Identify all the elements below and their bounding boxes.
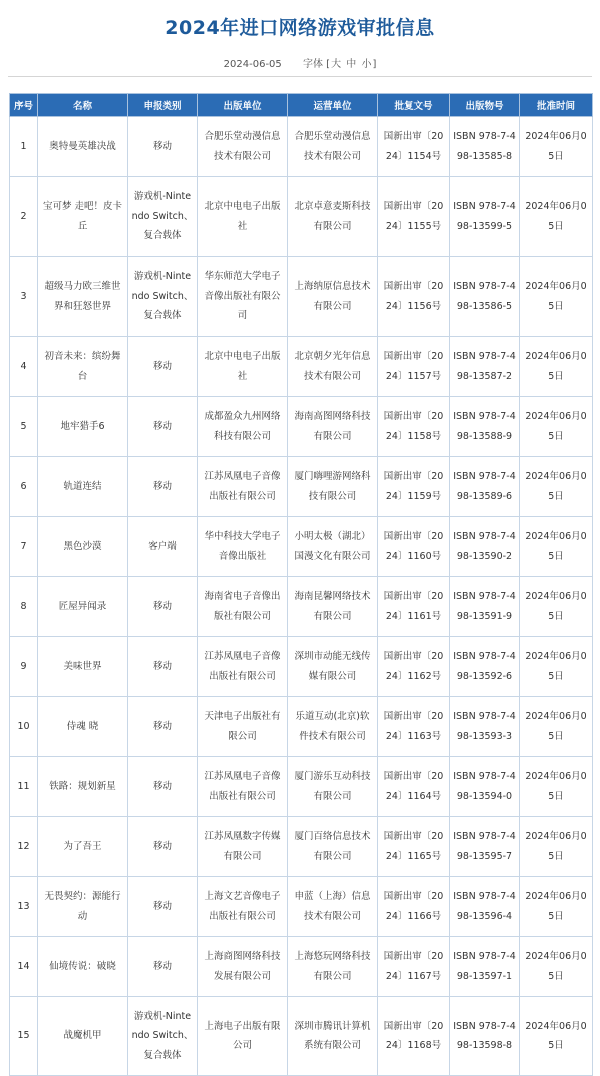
cell-no: 4 [10, 337, 38, 397]
cell-name: 奥特曼英雄决战 [38, 117, 128, 177]
cell-name: 轨道连结 [38, 457, 128, 517]
cell-isbn: ISBN 978-7-498-13590-2 [450, 517, 520, 577]
cell-approval-date: 2024年06月05日 [520, 257, 593, 337]
cell-category: 移动 [128, 397, 198, 457]
cell-operator: 小明太极（湖北）国漫文化有限公司 [288, 517, 378, 577]
table-row [10, 397, 593, 457]
table-row [10, 877, 593, 937]
cell-isbn: ISBN 978-7-498-13587-2 [450, 337, 520, 397]
cell-operator: 深圳市腾讯计算机系统有限公司 [288, 997, 378, 1076]
header-isbn: 出版物号 [450, 94, 520, 117]
table-row [10, 817, 593, 877]
cell-approval-date: 2024年06月05日 [520, 177, 593, 257]
cell-publisher: 华中科技大学电子音像出版社 [198, 517, 288, 577]
cell-no: 10 [10, 697, 38, 757]
cell-approval-date: 2024年06月05日 [520, 697, 593, 757]
publish-date: 2024-06-05 [223, 59, 282, 70]
font-size-open-bracket: [ [326, 59, 331, 70]
table-body [10, 117, 593, 1076]
cell-isbn: ISBN 978-7-498-13596-4 [450, 877, 520, 937]
cell-approval-date: 2024年06月05日 [520, 937, 593, 997]
cell-category: 移动 [128, 457, 198, 517]
cell-category: 客户端 [128, 517, 198, 577]
cell-no: 15 [10, 997, 38, 1076]
cell-no: 13 [10, 877, 38, 937]
cell-operator: 深圳市动能无线传媒有限公司 [288, 637, 378, 697]
cell-name: 战魔机甲 [38, 997, 128, 1076]
cell-approval-date: 2024年06月05日 [520, 337, 593, 397]
cell-approval-no: 国新出审〔2024〕1164号 [378, 757, 450, 817]
cell-operator: 厦门嗨哩游网络科技有限公司 [288, 457, 378, 517]
cell-category: 移动 [128, 697, 198, 757]
header-category: 申报类别 [128, 94, 198, 117]
cell-publisher: 华东师范大学电子音像出版社有限公司 [198, 257, 288, 337]
table-row [10, 637, 593, 697]
cell-isbn: ISBN 978-7-498-13598-8 [450, 997, 520, 1076]
cell-approval-date: 2024年06月05日 [520, 517, 593, 577]
cell-publisher: 天津电子出版社有限公司 [198, 697, 288, 757]
cell-approval-no: 国新出审〔2024〕1161号 [378, 577, 450, 637]
cell-isbn: ISBN 978-7-498-13594-0 [450, 757, 520, 817]
cell-category: 移动 [128, 817, 198, 877]
cell-category: 移动 [128, 637, 198, 697]
cell-no: 3 [10, 257, 38, 337]
cell-no: 12 [10, 817, 38, 877]
cell-approval-no: 国新出审〔2024〕1156号 [378, 257, 450, 337]
table-row [10, 997, 593, 1076]
cell-publisher: 海南省电子音像出版社有限公司 [198, 577, 288, 637]
cell-no: 14 [10, 937, 38, 997]
cell-isbn: ISBN 978-7-498-13597-1 [450, 937, 520, 997]
cell-operator: 上海纳原信息技术有限公司 [288, 257, 378, 337]
cell-name: 地牢猎手6 [38, 397, 128, 457]
table-row [10, 757, 593, 817]
cell-name: 黑色沙漠 [38, 517, 128, 577]
cell-isbn: ISBN 978-7-498-13591-9 [450, 577, 520, 637]
cell-approval-no: 国新出审〔2024〕1165号 [378, 817, 450, 877]
cell-category: 游戏机-Nintendo Switch、复合载体 [128, 997, 198, 1076]
cell-no: 6 [10, 457, 38, 517]
cell-approval-no: 国新出审〔2024〕1160号 [378, 517, 450, 577]
font-size-medium-link[interactable]: 中 [346, 59, 357, 70]
cell-isbn: ISBN 978-7-498-13595-7 [450, 817, 520, 877]
cell-publisher: 上海文艺音像电子出版社有限公司 [198, 877, 288, 937]
cell-approval-date: 2024年06月05日 [520, 997, 593, 1076]
cell-publisher: 北京中电电子出版社 [198, 177, 288, 257]
cell-publisher: 合肥乐堂动漫信息技术有限公司 [198, 117, 288, 177]
cell-operator: 合肥乐堂动漫信息技术有限公司 [288, 117, 378, 177]
cell-approval-no: 国新出审〔2024〕1157号 [378, 337, 450, 397]
cell-name: 侍魂 晓 [38, 697, 128, 757]
cell-publisher: 北京中电电子出版社 [198, 337, 288, 397]
cell-approval-date: 2024年06月05日 [520, 877, 593, 937]
cell-name: 匠屋异闻录 [38, 577, 128, 637]
cell-no: 7 [10, 517, 38, 577]
cell-isbn: ISBN 978-7-498-13592-6 [450, 637, 520, 697]
cell-operator: 上海悠玩网络科技有限公司 [288, 937, 378, 997]
cell-name: 初音未来：缤纷舞台 [38, 337, 128, 397]
table-row [10, 457, 593, 517]
font-size-large-link[interactable]: 大 [331, 59, 342, 70]
header-no: 序号 [10, 94, 38, 117]
cell-name: 无畏契约：源能行动 [38, 877, 128, 937]
cell-no: 8 [10, 577, 38, 637]
table-header-row [10, 94, 593, 117]
font-size-close-bracket: ] [372, 59, 377, 70]
cell-publisher: 江苏凤凰数字传媒有限公司 [198, 817, 288, 877]
cell-operator: 海南高图网络科技有限公司 [288, 397, 378, 457]
cell-no: 5 [10, 397, 38, 457]
cell-approval-date: 2024年06月05日 [520, 397, 593, 457]
cell-isbn: ISBN 978-7-498-13588-9 [450, 397, 520, 457]
cell-operator: 厦门游乐互动科技有限公司 [288, 757, 378, 817]
cell-approval-no: 国新出审〔2024〕1163号 [378, 697, 450, 757]
cell-approval-no: 国新出审〔2024〕1159号 [378, 457, 450, 517]
cell-publisher: 江苏凤凰电子音像出版社有限公司 [198, 757, 288, 817]
cell-isbn: ISBN 978-7-498-13599-5 [450, 177, 520, 257]
cell-category: 移动 [128, 577, 198, 637]
cell-isbn: ISBN 978-7-498-13589-6 [450, 457, 520, 517]
article-meta [0, 55, 600, 70]
cell-approval-no: 国新出审〔2024〕1168号 [378, 997, 450, 1076]
cell-category: 移动 [128, 757, 198, 817]
cell-operator: 北京朝夕光年信息技术有限公司 [288, 337, 378, 397]
header-operator: 运营单位 [288, 94, 378, 117]
cell-isbn: ISBN 978-7-498-13593-3 [450, 697, 520, 757]
cell-publisher: 成都盈众九州网络科技有限公司 [198, 397, 288, 457]
cell-name: 超级马力欧三维世界和狂怒世界 [38, 257, 128, 337]
approval-table [9, 93, 593, 1076]
divider [8, 76, 592, 77]
cell-name: 美味世界 [38, 637, 128, 697]
table-row [10, 337, 593, 397]
cell-operator: 乐道互动(北京)软件技术有限公司 [288, 697, 378, 757]
cell-approval-date: 2024年06月05日 [520, 457, 593, 517]
cell-name: 为了吾王 [38, 817, 128, 877]
header-approval-no: 批复文号 [378, 94, 450, 117]
cell-isbn: ISBN 978-7-498-13586-5 [450, 257, 520, 337]
cell-approval-no: 国新出审〔2024〕1155号 [378, 177, 450, 257]
cell-no: 1 [10, 117, 38, 177]
cell-name: 仙境传说：破晓 [38, 937, 128, 997]
cell-approval-no: 国新出审〔2024〕1154号 [378, 117, 450, 177]
cell-operator: 厦门百络信息技术有限公司 [288, 817, 378, 877]
cell-no: 2 [10, 177, 38, 257]
cell-category: 移动 [128, 117, 198, 177]
cell-operator: 北京卓意麦斯科技有限公司 [288, 177, 378, 257]
cell-approval-no: 国新出审〔2024〕1158号 [378, 397, 450, 457]
cell-publisher: 江苏凤凰电子音像出版社有限公司 [198, 457, 288, 517]
cell-approval-date: 2024年06月05日 [520, 577, 593, 637]
cell-operator: 申蓝（上海）信息技术有限公司 [288, 877, 378, 937]
cell-approval-no: 国新出审〔2024〕1162号 [378, 637, 450, 697]
page-title: 2024年进口网络游戏审批信息 [165, 17, 435, 39]
cell-approval-no: 国新出审〔2024〕1166号 [378, 877, 450, 937]
table-row [10, 177, 593, 257]
cell-category: 移动 [128, 337, 198, 397]
header-name: 名称 [38, 94, 128, 117]
header-publisher: 出版单位 [198, 94, 288, 117]
cell-approval-no: 国新出审〔2024〕1167号 [378, 937, 450, 997]
cell-name: 宝可梦 走吧！皮卡丘 [38, 177, 128, 257]
cell-no: 11 [10, 757, 38, 817]
table-row [10, 577, 593, 637]
header-approval-date: 批准时间 [520, 94, 593, 117]
cell-no: 9 [10, 637, 38, 697]
cell-operator: 海南昆馨网络技术有限公司 [288, 577, 378, 637]
cell-category: 移动 [128, 937, 198, 997]
cell-publisher: 上海商图网络科技发展有限公司 [198, 937, 288, 997]
cell-category: 游戏机-Nintendo Switch、复合载体 [128, 177, 198, 257]
cell-approval-date: 2024年06月05日 [520, 117, 593, 177]
cell-publisher: 江苏凤凰电子音像出版社有限公司 [198, 637, 288, 697]
cell-category: 游戏机-Nintendo Switch、复合载体 [128, 257, 198, 337]
cell-publisher: 上海电子出版有限公司 [198, 997, 288, 1076]
cell-isbn: ISBN 978-7-498-13585-8 [450, 117, 520, 177]
cell-name: 铁路：规划新星 [38, 757, 128, 817]
cell-approval-date: 2024年06月05日 [520, 637, 593, 697]
table-row [10, 257, 593, 337]
cell-approval-date: 2024年06月05日 [520, 757, 593, 817]
table-row [10, 697, 593, 757]
table-row [10, 517, 593, 577]
font-size-small-link[interactable]: 小 [361, 59, 372, 70]
font-size-label: 字体 [302, 59, 323, 70]
cell-approval-date: 2024年06月05日 [520, 817, 593, 877]
table-row [10, 117, 593, 177]
table-row [10, 937, 593, 997]
cell-category: 移动 [128, 877, 198, 937]
